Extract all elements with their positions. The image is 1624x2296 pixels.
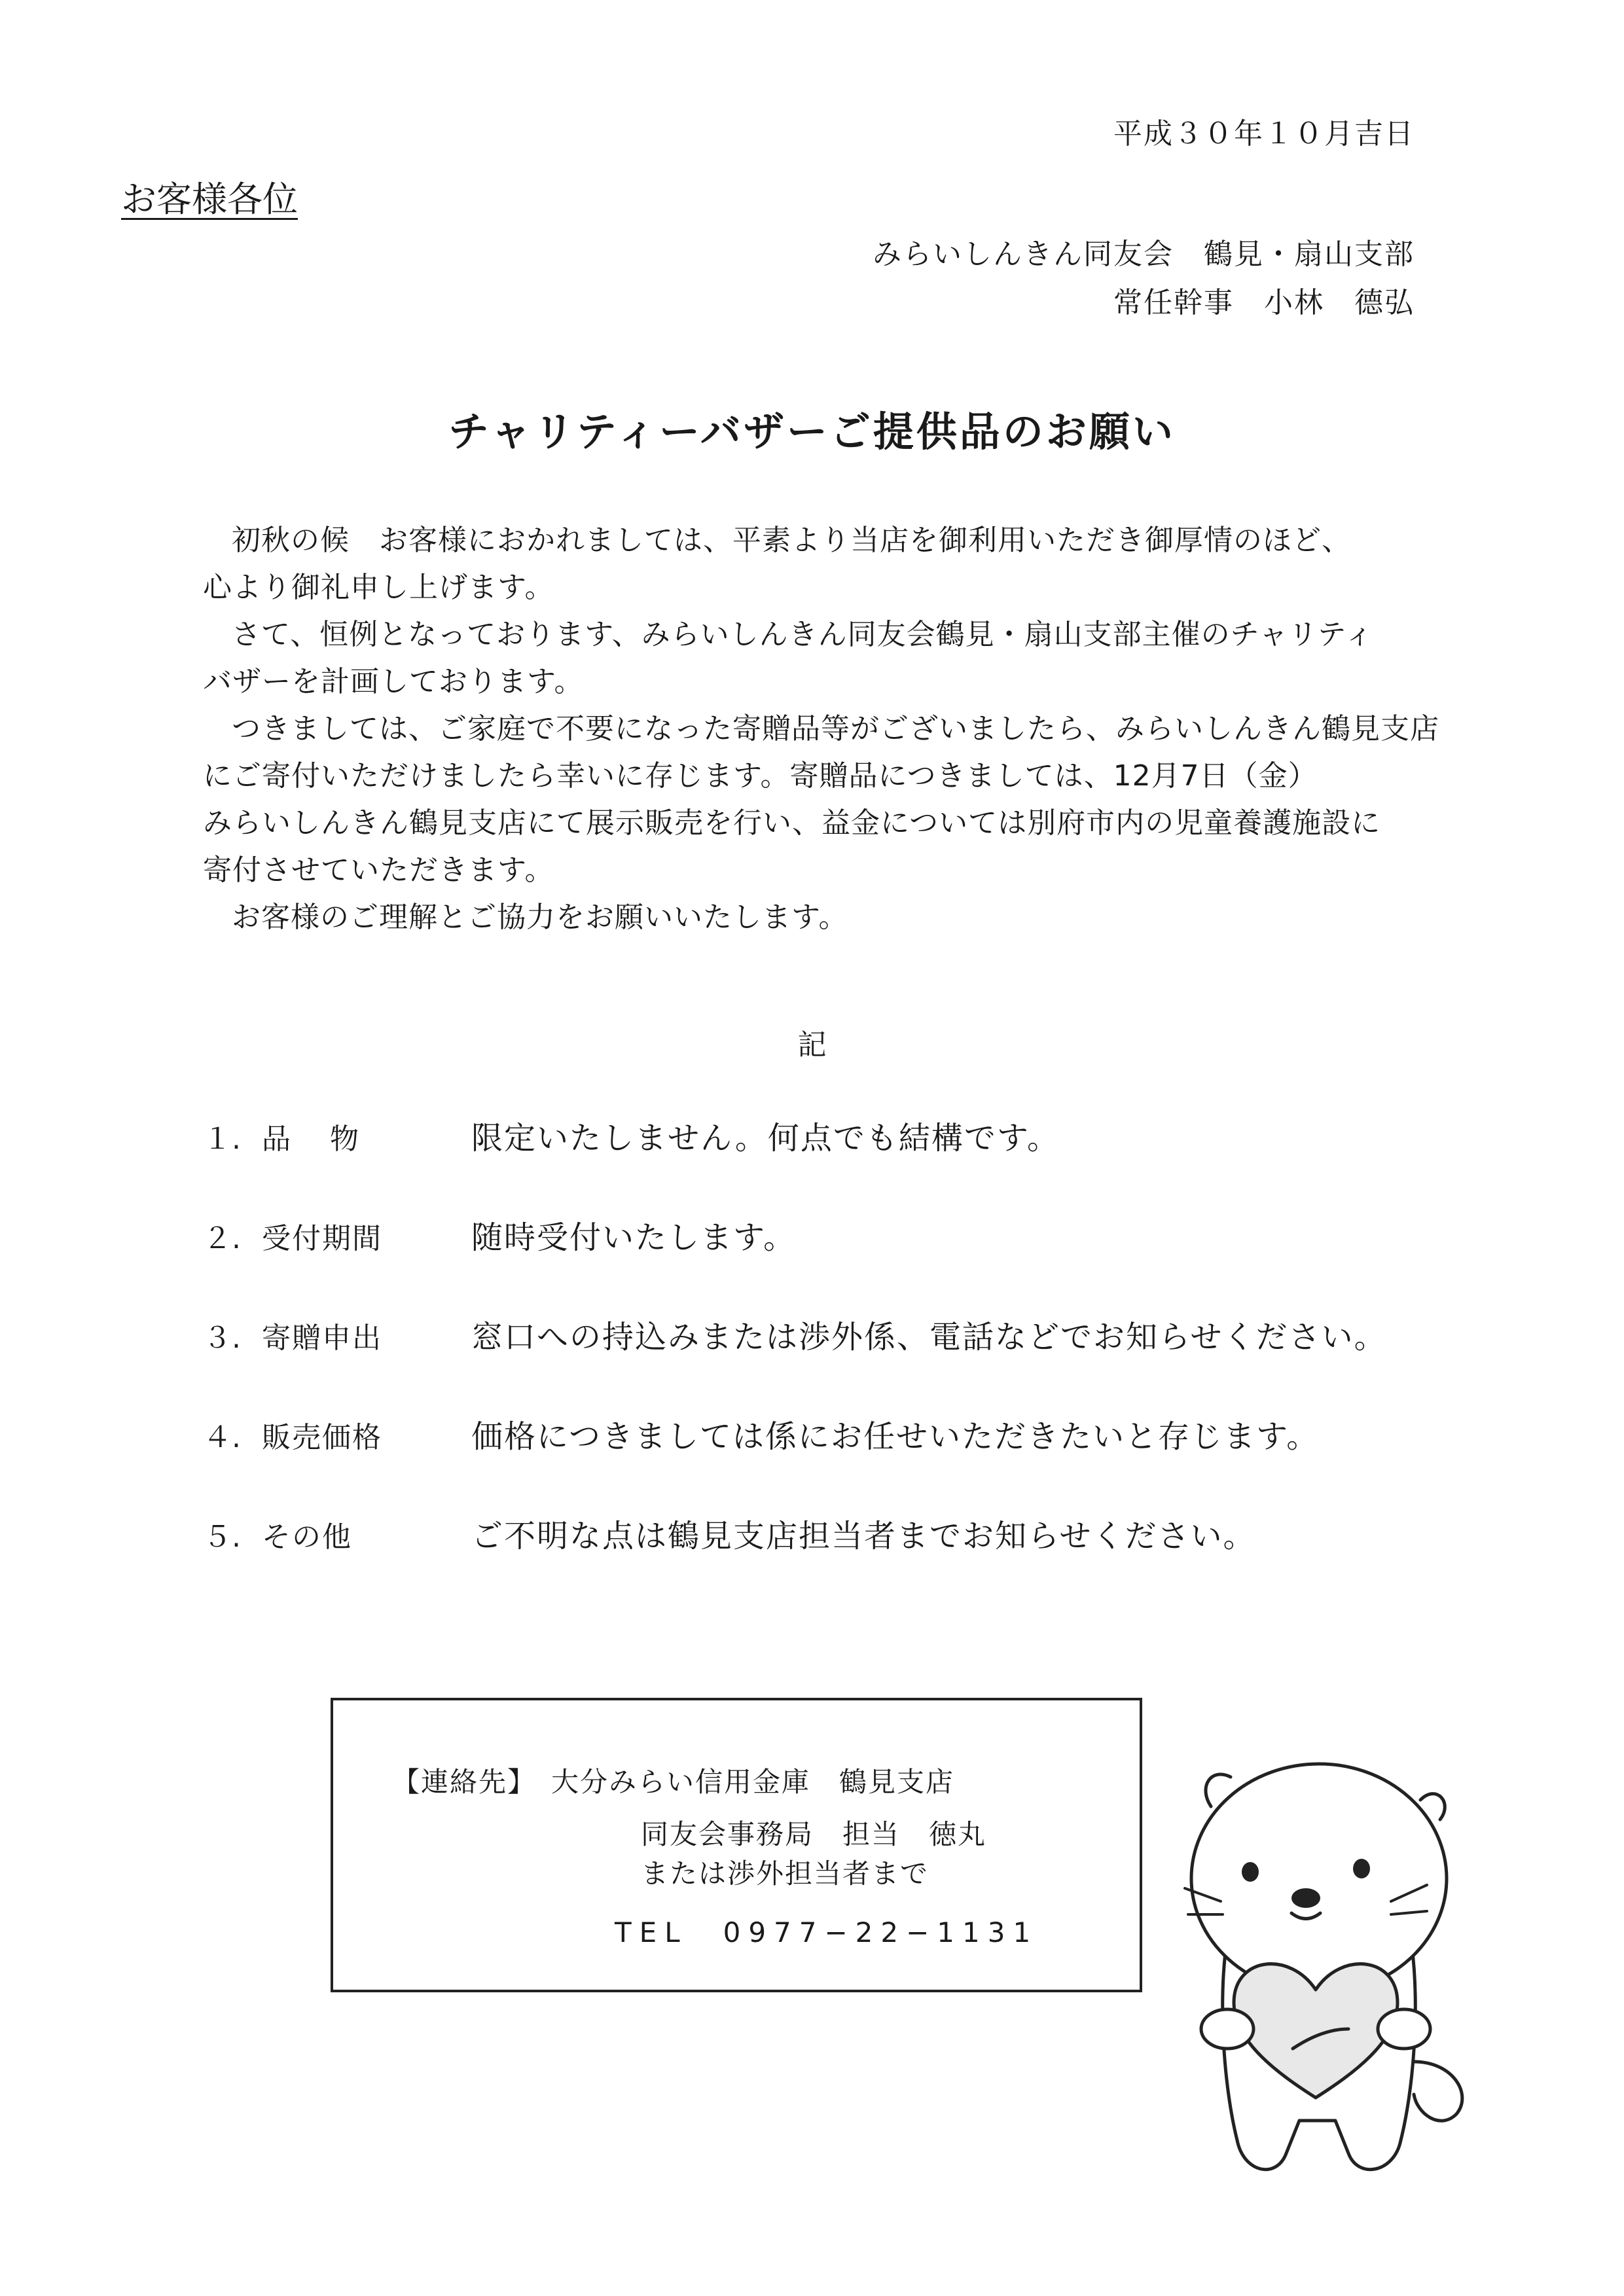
recipient-heading: お客様各位 <box>121 179 298 220</box>
body-line: 心より御礼申し上げます。 <box>203 571 554 604</box>
list-item <box>203 1113 1447 1212</box>
document-title: チャリティーバザーご提供品のお願い <box>448 408 1176 456</box>
item-label: 販売価格 <box>262 1421 382 1454</box>
contact-phone: TEL 0977−22−1131 <box>615 1916 1039 1948</box>
item-number: ４. <box>203 1421 241 1454</box>
item-value: 限定いたしません。何点でも結構です。 <box>471 1120 1060 1157</box>
list-item <box>203 1312 1447 1411</box>
item-value: 窓口への持込みまたは渉外係、電話などでお知らせください。 <box>471 1319 1387 1355</box>
list-item <box>203 1212 1447 1312</box>
item-value: 価格につきましては係にお任せいただきたいと存じます。 <box>471 1418 1320 1455</box>
sender-name: 常任幹事 小林 德弘 <box>1113 286 1415 319</box>
body-line: みらいしんきん鶴見支店にて展示販売を行い、益金については別府市内の児童養護施設に <box>203 806 1381 840</box>
contact-line: 【連絡先】 大分みらい信用金庫 鶴見支店 <box>392 1766 955 1798</box>
item-value: 随時受付いたします。 <box>471 1219 797 1256</box>
body-line: バザーを計画しております。 <box>203 665 584 698</box>
item-number: ５. <box>203 1520 241 1554</box>
body-line: お客様のご理解とご協力をお願いいたします。 <box>232 901 848 934</box>
sender-organization: みらいしんきん同友会 鶴見・扇山支部 <box>873 238 1415 271</box>
list-item <box>203 1511 1447 1610</box>
contact-line: 同友会事務局 担当 徳丸 <box>641 1818 987 1850</box>
letter-body <box>203 517 1486 941</box>
body-line: さて、恒例となっております、みらいしんきん同友会鶴見・扇山支部主催のチャリティ <box>232 618 1374 651</box>
ki-heading: 記 <box>797 1028 827 1062</box>
item-number: ３. <box>203 1321 241 1355</box>
otter-mascot-holding-heart-icon <box>1165 1721 1479 2193</box>
body-line: 寄付させていただきます。 <box>203 853 554 887</box>
item-number: ２. <box>203 1222 241 1255</box>
letter-date: 平成３０年１０月吉日 <box>1113 117 1415 151</box>
item-list <box>203 1113 1447 1610</box>
item-number: １. <box>203 1122 241 1156</box>
body-line: つきましては、ご家庭で不要になった寄贈品等がございましたら、みらいしんきん鶴見支店 <box>232 712 1439 745</box>
item-label: その他 <box>262 1520 352 1554</box>
contact-box <box>331 1698 1142 1992</box>
item-label: 寄贈申出 <box>262 1321 382 1355</box>
item-value: ご不明な点は鶴見支店担当者までお知らせください。 <box>471 1518 1256 1554</box>
body-line: 初秋の候 お客様におかれましては、平素より当店を御利用いただき御厚情のほど、 <box>232 524 1351 557</box>
item-label: 受付期間 <box>262 1222 382 1255</box>
item-label: 品物 <box>262 1122 398 1156</box>
contact-line: または渉外担当者まで <box>641 1857 929 1890</box>
body-line: にご寄付いただけましたら幸いに存じます。寄贈品につきましては、12月7日（金） <box>203 759 1318 793</box>
list-item <box>203 1411 1447 1511</box>
